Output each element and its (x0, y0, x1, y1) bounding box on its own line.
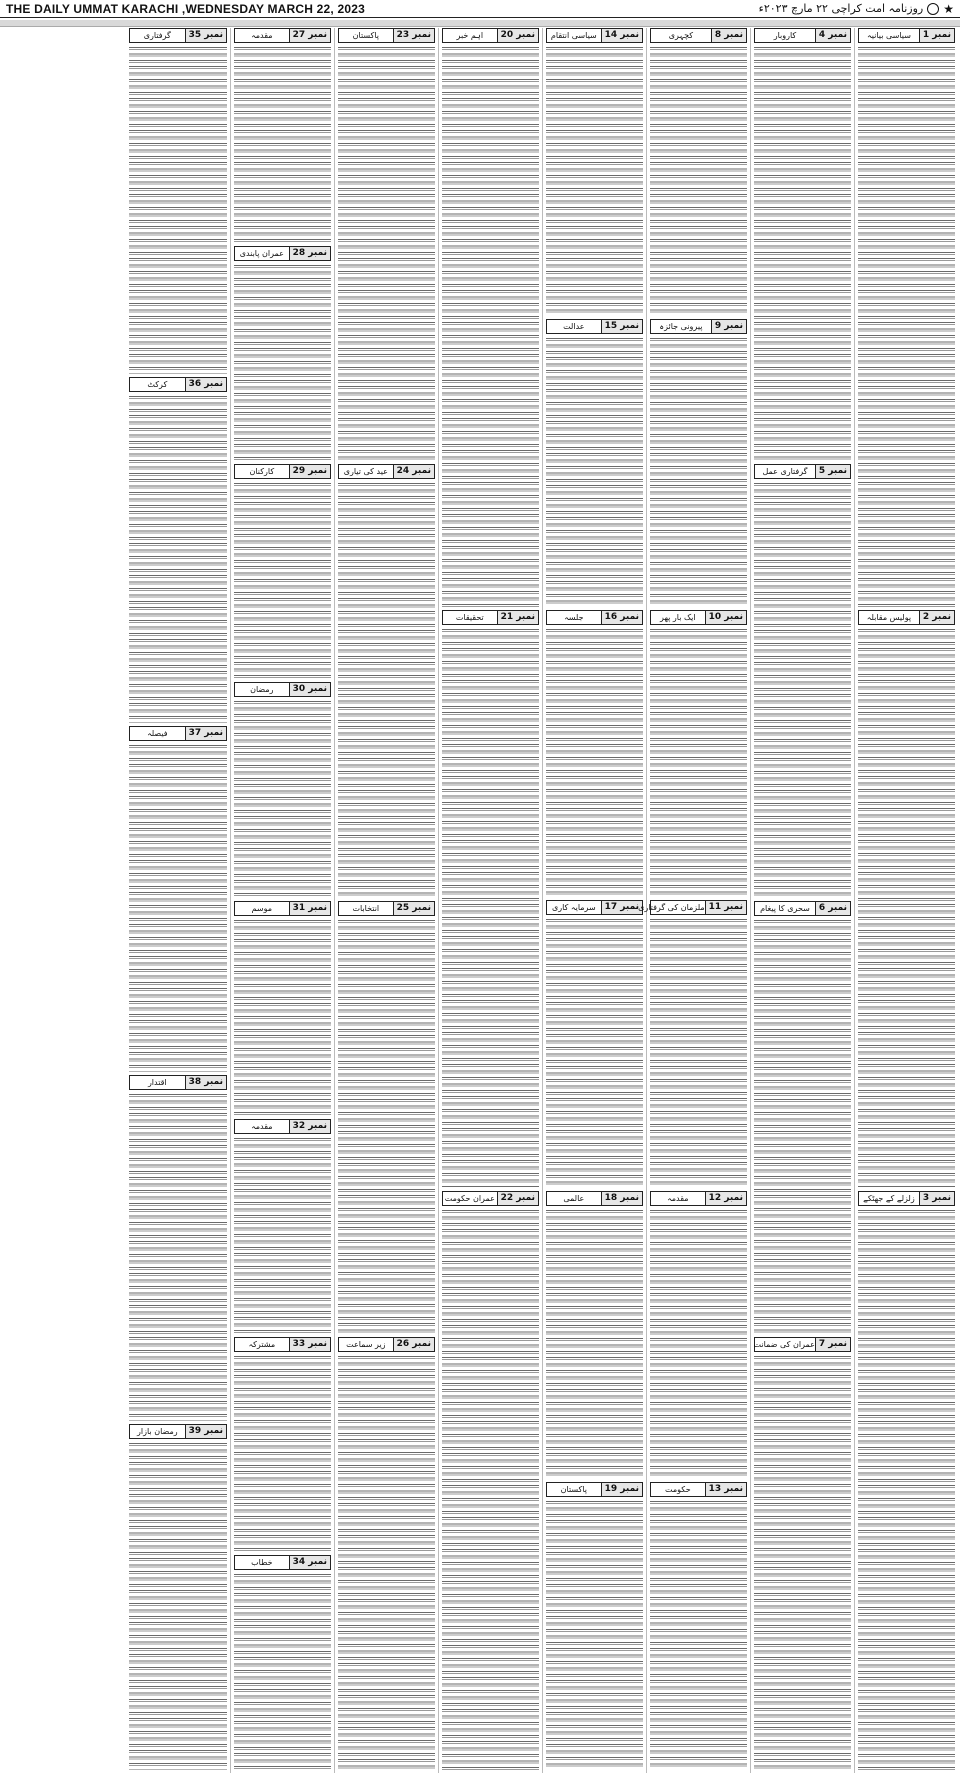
news-item-header (650, 610, 747, 625)
news-item-header (129, 726, 227, 741)
news-item-body (546, 1208, 643, 1479)
news-item-header (754, 28, 851, 43)
news-item-number: نمبر 22 (497, 1192, 538, 1205)
news-item-body (234, 481, 331, 679)
news-item-body (650, 45, 747, 316)
column (854, 28, 958, 1773)
news-item-title: مقدمہ (251, 1121, 273, 1131)
news-item-body (650, 1208, 747, 1479)
news-item-header (442, 28, 539, 43)
news-item-body (338, 481, 435, 897)
masthead-title-ur: روزنامہ امت کراچی ۲۲ مارچ ۲۰۲۳ء (758, 2, 924, 15)
masthead-title-ur-group (759, 2, 954, 15)
news-item (546, 900, 643, 1188)
news-item (129, 28, 227, 374)
news-item-number: نمبر 15 (601, 320, 642, 333)
news-item (234, 246, 331, 461)
news-item-title: ملزمان کی گرفتاری (638, 903, 705, 913)
news-item-number: نمبر 28 (289, 247, 330, 260)
news-item-number: نمبر 10 (705, 611, 746, 624)
news-item-number: نمبر 19 (601, 1483, 642, 1496)
news-item-header (129, 1424, 227, 1439)
news-item-title: عمران حکومت (444, 1194, 495, 1204)
news-item-header (234, 1119, 331, 1134)
news-item-header (546, 28, 643, 43)
news-item (754, 901, 851, 1334)
news-item-title: اہم خبر (456, 31, 484, 40)
news-item-title: گرفتاری (143, 31, 171, 40)
masthead-title-en: THE DAILY UMMAT KARACHI ,WEDNESDAY MARCH 22, 2023 (6, 1, 365, 16)
news-item-body (129, 45, 227, 374)
news-item-body (650, 1499, 747, 1770)
news-item (338, 464, 435, 897)
news-item-number: نمبر 21 (497, 611, 538, 624)
news-item (546, 319, 643, 607)
news-item (129, 377, 227, 723)
news-item-header (234, 1555, 331, 1570)
news-item-body (858, 1208, 955, 1770)
news-item-body (546, 45, 643, 316)
column (542, 28, 646, 1773)
news-item-body (442, 627, 539, 1189)
news-item-body (754, 45, 851, 461)
news-item-header (858, 610, 955, 625)
news-item-number: نمبر 1 (919, 29, 954, 42)
news-item (650, 1191, 747, 1479)
news-item (546, 1191, 643, 1479)
news-item-body (650, 627, 747, 898)
news-item (234, 682, 331, 897)
news-item-body (129, 743, 227, 1072)
masthead-rule (0, 20, 960, 27)
news-item-body (754, 481, 851, 897)
news-item-header (754, 464, 851, 479)
news-item-title: عدالت (563, 321, 585, 331)
news-item-body (338, 1354, 435, 1770)
news-item-body (234, 1136, 331, 1334)
news-item (650, 1482, 747, 1770)
news-item-header (858, 28, 955, 43)
news-item-number: نمبر 38 (185, 1076, 226, 1089)
news-item (129, 726, 227, 1072)
news-item-header (754, 901, 851, 916)
news-item-header (546, 610, 643, 625)
news-item (442, 28, 539, 607)
news-item-number: نمبر 24 (393, 465, 434, 478)
news-item-title: عید کی تیاری (343, 467, 388, 477)
news-item-number: نمبر 7 (815, 1338, 850, 1351)
news-item-number: نمبر 33 (289, 1338, 330, 1351)
column (334, 28, 438, 1773)
news-item-number: نمبر 8 (711, 29, 746, 42)
news-item-title: سرمایہ کاری (551, 903, 596, 913)
news-item (546, 1482, 643, 1770)
news-item (638, 900, 747, 1188)
news-item-number: نمبر 6 (815, 902, 850, 915)
news-item-title: زلزلے کے جھٹکے (863, 1194, 915, 1204)
news-item-header (234, 246, 331, 261)
news-item-number: نمبر 4 (815, 29, 850, 42)
news-item-body (129, 1441, 227, 1770)
news-item-header (546, 1482, 643, 1497)
news-item-body (129, 394, 227, 723)
news-item-number: نمبر 18 (601, 1192, 642, 1205)
news-item-number: نمبر 3 (919, 1192, 954, 1205)
masthead (0, 0, 960, 18)
news-item (754, 1337, 851, 1770)
news-item-number: نمبر 32 (289, 1120, 330, 1133)
news-item-header (546, 1191, 643, 1206)
news-item-title: جلسہ (564, 612, 584, 622)
news-item-header (546, 900, 643, 915)
news-item-title: رمضان (250, 685, 274, 695)
news-item (129, 1075, 227, 1421)
news-item-body (234, 918, 331, 1116)
news-item-title: پاکستان (560, 1485, 587, 1495)
news-item (234, 464, 331, 679)
news-item-title: سیاسی انتقام (550, 31, 597, 40)
news-item-body (546, 917, 643, 1188)
news-item-number: نمبر 2 (919, 611, 954, 624)
news-item (754, 464, 851, 897)
news-item-body (442, 1208, 539, 1770)
news-item-title: پیرونی جائزہ (659, 321, 703, 331)
news-item-number: نمبر 16 (601, 611, 642, 624)
news-item (234, 28, 331, 243)
news-item-header (858, 1191, 955, 1206)
news-item-header (234, 682, 331, 697)
news-item (234, 1337, 331, 1552)
news-item-title: انتخابات (352, 903, 380, 913)
news-item-header (650, 28, 747, 43)
column (750, 28, 854, 1773)
news-item (129, 1424, 227, 1770)
news-item-body (858, 627, 955, 1189)
column (438, 28, 542, 1773)
news-item-title: حکومت (665, 1485, 691, 1495)
news-item-header (234, 28, 331, 43)
news-item-title: فیصلہ (147, 729, 168, 738)
news-item-title: کاروبار (773, 31, 797, 40)
news-item-number: نمبر 37 (185, 727, 226, 740)
news-item-header (442, 1191, 539, 1206)
news-item-body (650, 336, 747, 607)
news-item-number: نمبر 12 (705, 1192, 746, 1205)
news-item-title: خطاب (251, 1557, 273, 1567)
news-item (234, 1119, 331, 1334)
news-item-body (234, 1572, 331, 1770)
news-item-body (234, 45, 331, 243)
news-item-number: نمبر 17 (601, 901, 642, 914)
news-item-body (858, 45, 955, 607)
news-item-body (338, 45, 435, 461)
news-item-title: مشترکہ (248, 1339, 276, 1349)
column (126, 28, 230, 1773)
news-item-number: نمبر 30 (289, 683, 330, 696)
news-item-body (129, 1092, 227, 1421)
news-item-header (129, 28, 227, 43)
news-item (754, 28, 851, 461)
news-item-header (338, 28, 435, 43)
news-item-header (129, 1075, 227, 1090)
news-item-number: نمبر 20 (497, 29, 538, 42)
news-item-title: سیاسی بیانیہ (867, 31, 911, 40)
news-item-header (650, 319, 747, 334)
news-item (650, 28, 747, 316)
news-item-title: پولیس مقابلہ (866, 612, 912, 622)
logo-icon (927, 3, 939, 15)
news-item-title: موسم (251, 903, 273, 913)
news-item-number: نمبر 39 (185, 1425, 226, 1438)
news-item-header (650, 1482, 747, 1497)
news-item-title: گرفتاری عمل (762, 467, 808, 477)
column (230, 28, 334, 1773)
news-item-title: کارکنان (249, 467, 275, 477)
news-item-number: نمبر 25 (393, 902, 434, 915)
news-item-number: نمبر 29 (289, 465, 330, 478)
news-item-body (546, 336, 643, 607)
news-item (650, 610, 747, 898)
news-item-number: نمبر 35 (185, 29, 226, 42)
news-item-number: نمبر 5 (815, 465, 850, 478)
column (638, 28, 750, 1773)
news-item-title: عمران پابندی (239, 249, 284, 259)
news-item (858, 1191, 955, 1770)
star-icon: ★ (943, 1, 954, 16)
news-item-number: نمبر 13 (705, 1483, 746, 1496)
news-item-title: زیر سماعت (346, 1339, 386, 1349)
news-item-header (442, 610, 539, 625)
news-item-title: ایک بار پھر (660, 612, 696, 622)
news-item (234, 901, 331, 1116)
news-item (546, 610, 643, 898)
news-item-title: عمران کی ضمانت (753, 1339, 815, 1349)
news-item-body (234, 263, 331, 461)
news-item-title: اقتدار (147, 1078, 167, 1087)
news-item-title: سحری کا پیغام (760, 903, 810, 913)
news-item (858, 28, 955, 607)
news-item (338, 901, 435, 1334)
news-item-title: عالمی (563, 1194, 585, 1204)
news-item (234, 1555, 331, 1770)
news-item-body (754, 1354, 851, 1770)
news-item-header (650, 1191, 747, 1206)
news-item-title: مقدمہ (251, 31, 273, 40)
news-item-title: مقدمہ (667, 1194, 689, 1204)
news-item-body (442, 45, 539, 607)
news-item (858, 610, 955, 1189)
news-item-body (338, 918, 435, 1334)
news-item-number: نمبر 9 (711, 320, 746, 333)
news-item-body (650, 917, 747, 1188)
news-item-number: نمبر 34 (289, 1556, 330, 1569)
news-item-header (234, 1337, 331, 1352)
news-item (338, 28, 435, 461)
news-item-number: نمبر 14 (601, 29, 642, 42)
news-item-body (234, 1354, 331, 1552)
news-item (546, 28, 643, 316)
news-item-number: نمبر 36 (185, 378, 226, 391)
news-item (650, 319, 747, 607)
news-item-body (546, 1499, 643, 1770)
news-item-header (638, 900, 747, 915)
news-item (442, 1191, 539, 1770)
news-item-header (338, 1337, 435, 1352)
news-item-title: کچہری (668, 31, 694, 40)
news-item-number: نمبر 27 (289, 29, 330, 42)
news-item-title: رمضان بازار (137, 1427, 178, 1436)
news-item-number: نمبر 26 (393, 1338, 434, 1351)
news-item-header (338, 901, 435, 916)
news-item-header (338, 464, 435, 479)
news-item-body (754, 918, 851, 1334)
news-item-header (546, 319, 643, 334)
news-item-header (234, 901, 331, 916)
news-item-body (234, 699, 331, 897)
news-item (442, 610, 539, 1189)
news-item-header (129, 377, 227, 392)
news-item-title: تحقیقات (455, 612, 484, 622)
news-item-header (754, 1337, 851, 1352)
news-item-number: نمبر 31 (289, 902, 330, 915)
news-item-title: کرکٹ (147, 380, 168, 389)
news-item-body (546, 627, 643, 898)
news-columns (0, 28, 960, 1773)
news-item-number: نمبر 23 (393, 29, 434, 42)
news-item (338, 1337, 435, 1770)
news-item-number: نمبر 11 (705, 901, 746, 914)
news-item-header (234, 464, 331, 479)
news-item-title: پاکستان (352, 31, 379, 40)
